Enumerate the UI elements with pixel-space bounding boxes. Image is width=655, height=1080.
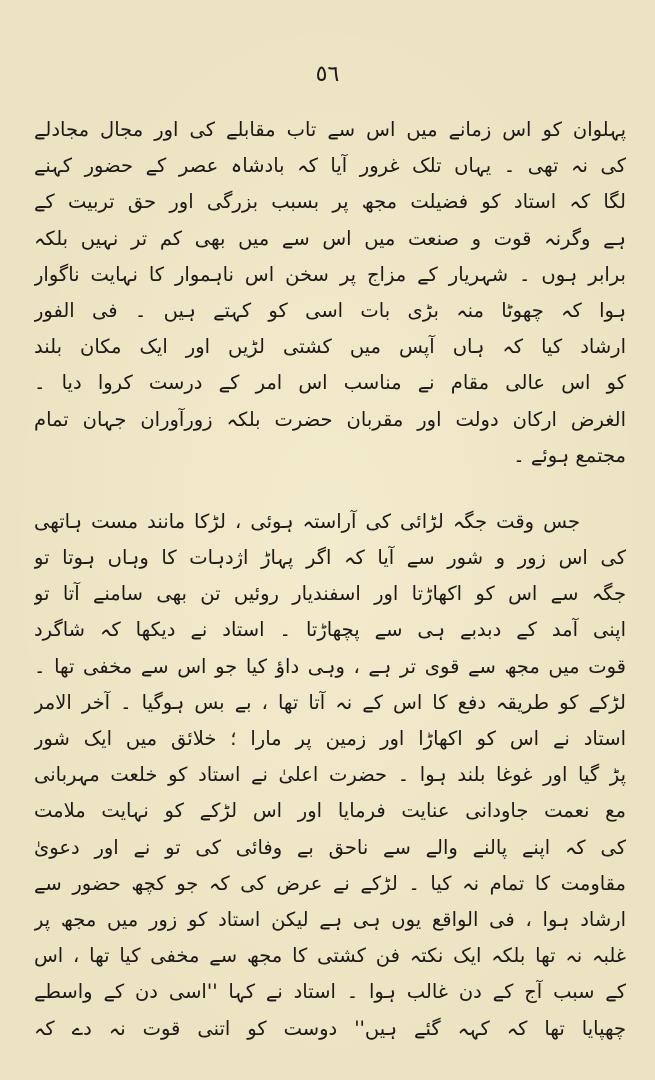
text-line: قوت میں مجھ سے قوی تر ہے ، وہی داؤ کیا جو اس سے مخفی تھا ۔: [34, 654, 626, 678]
text-line: کی نہ تھی ۔ یہاں تلک غرور آیا کہ بادشاہ عصر کے حضور کہنے: [34, 154, 626, 178]
text-line: جس وقت جگہ لڑائی کی آراستہ ہوئی ، لڑکا مانند مست ہاتھی: [34, 509, 580, 533]
text-line: کو اس عالی مقام نے مناسب اس امر کے درست کروا دیا ۔: [34, 371, 626, 395]
text-line: الغرض ارکان دولت اور مقربان حضرت بلکہ زورآوران جہان تمام: [34, 407, 626, 431]
text-line: ہوا کہ چھوٹا منہ بڑی بات اسی کو کہتے ہیں ۔ فی الفور: [34, 298, 626, 322]
text-line: لڑکے کو طریقہ دفع کا اس کے نہ آتا تھا ، بے بس ہوگیا ۔ آخر الامر: [34, 690, 626, 714]
text-line: ہے وگرنہ قوت و صنعت میں اس سے میں بھی کم تر نہیں بلکہ: [34, 226, 626, 250]
paragraph-2: [34, 504, 626, 1047]
paragraph-gap: [34, 474, 626, 504]
text-line: استاد نے اس کو اکھاڑا اور زمین پر مارا ؛ خلائق میں ایک شور: [34, 727, 626, 750]
text-line: چھپایا تھا کہ کہہ گئے ہیں'' دوست کو اتنی قوت نہ دے کہ: [34, 1016, 626, 1040]
text-line: مقاومت کا تمام نہ کیا ۔ لڑکے نے عرض کی کہ جو کچھ حضور سے: [34, 871, 626, 895]
text-line: برابر ہوں ۔ شہریار کے مزاج پر سخن اس ناہموار کا نہایت ناگوار: [34, 262, 626, 286]
paragraph-1: [34, 112, 626, 474]
text-line: کی اس زور و شور سے آیا کہ اگر پہاڑ اژدہات کا وہاں ہوتا تو: [34, 546, 626, 570]
text-line: اپنی آمد کے دبدبے ہی سے پچھاڑتا ۔ استاد نے دیکھا کہ شاگرد: [34, 618, 626, 642]
text-line: کی کہ اپنے پالنے والے سے ناحق بے وفائی کی تو نے اور دعویٰ: [34, 835, 626, 859]
text-line: پہلوان کو اس زمانے میں اس سے تاب مقابلے کی اور مجال مجادلے: [34, 118, 626, 141]
text-line: مجتمع ہوئے ۔: [513, 443, 626, 467]
text-line: ارشاد کیا کہ ہاں آپس میں کشتی لڑیں اور ایک مکان بلند: [34, 335, 626, 359]
text-line: پڑ گیا اور غوغا بلند ہوا ۔ حضرت اعلیٰ نے استاد کو خلعت مہربانی: [34, 763, 626, 787]
text-line: مع نعمت جاودانی عنایت فرمایا اور اس لڑکے کو نہایت ملامت: [34, 799, 626, 823]
text-line: جگہ سے اس کو اکھاڑتا اور اسفندیار روئیں تن بھی سامنے آتا تو: [34, 582, 626, 606]
text-line: کے سبب آج کے دن غالب ہوا ۔ استاد نے کہا ''اسی دن کے واسطے: [34, 980, 626, 1004]
text-line: ارشاد ہوا ، فی الواقع یوں ہی ہے لیکن استاد کو زور میں مجھ پر: [34, 907, 626, 931]
text-line: غلبہ نہ تھا بلکہ ایک نکتہ فن کشتی کا مجھ سے مخفی کیا تھا ، اس: [34, 944, 626, 968]
body-text: [34, 112, 626, 1047]
text-line: لگا کہ استاد کو فضیلت مجھ پر بسبب بزرگی اور حق تربیت کے: [34, 190, 626, 214]
page-number: ٥٦: [315, 62, 340, 87]
